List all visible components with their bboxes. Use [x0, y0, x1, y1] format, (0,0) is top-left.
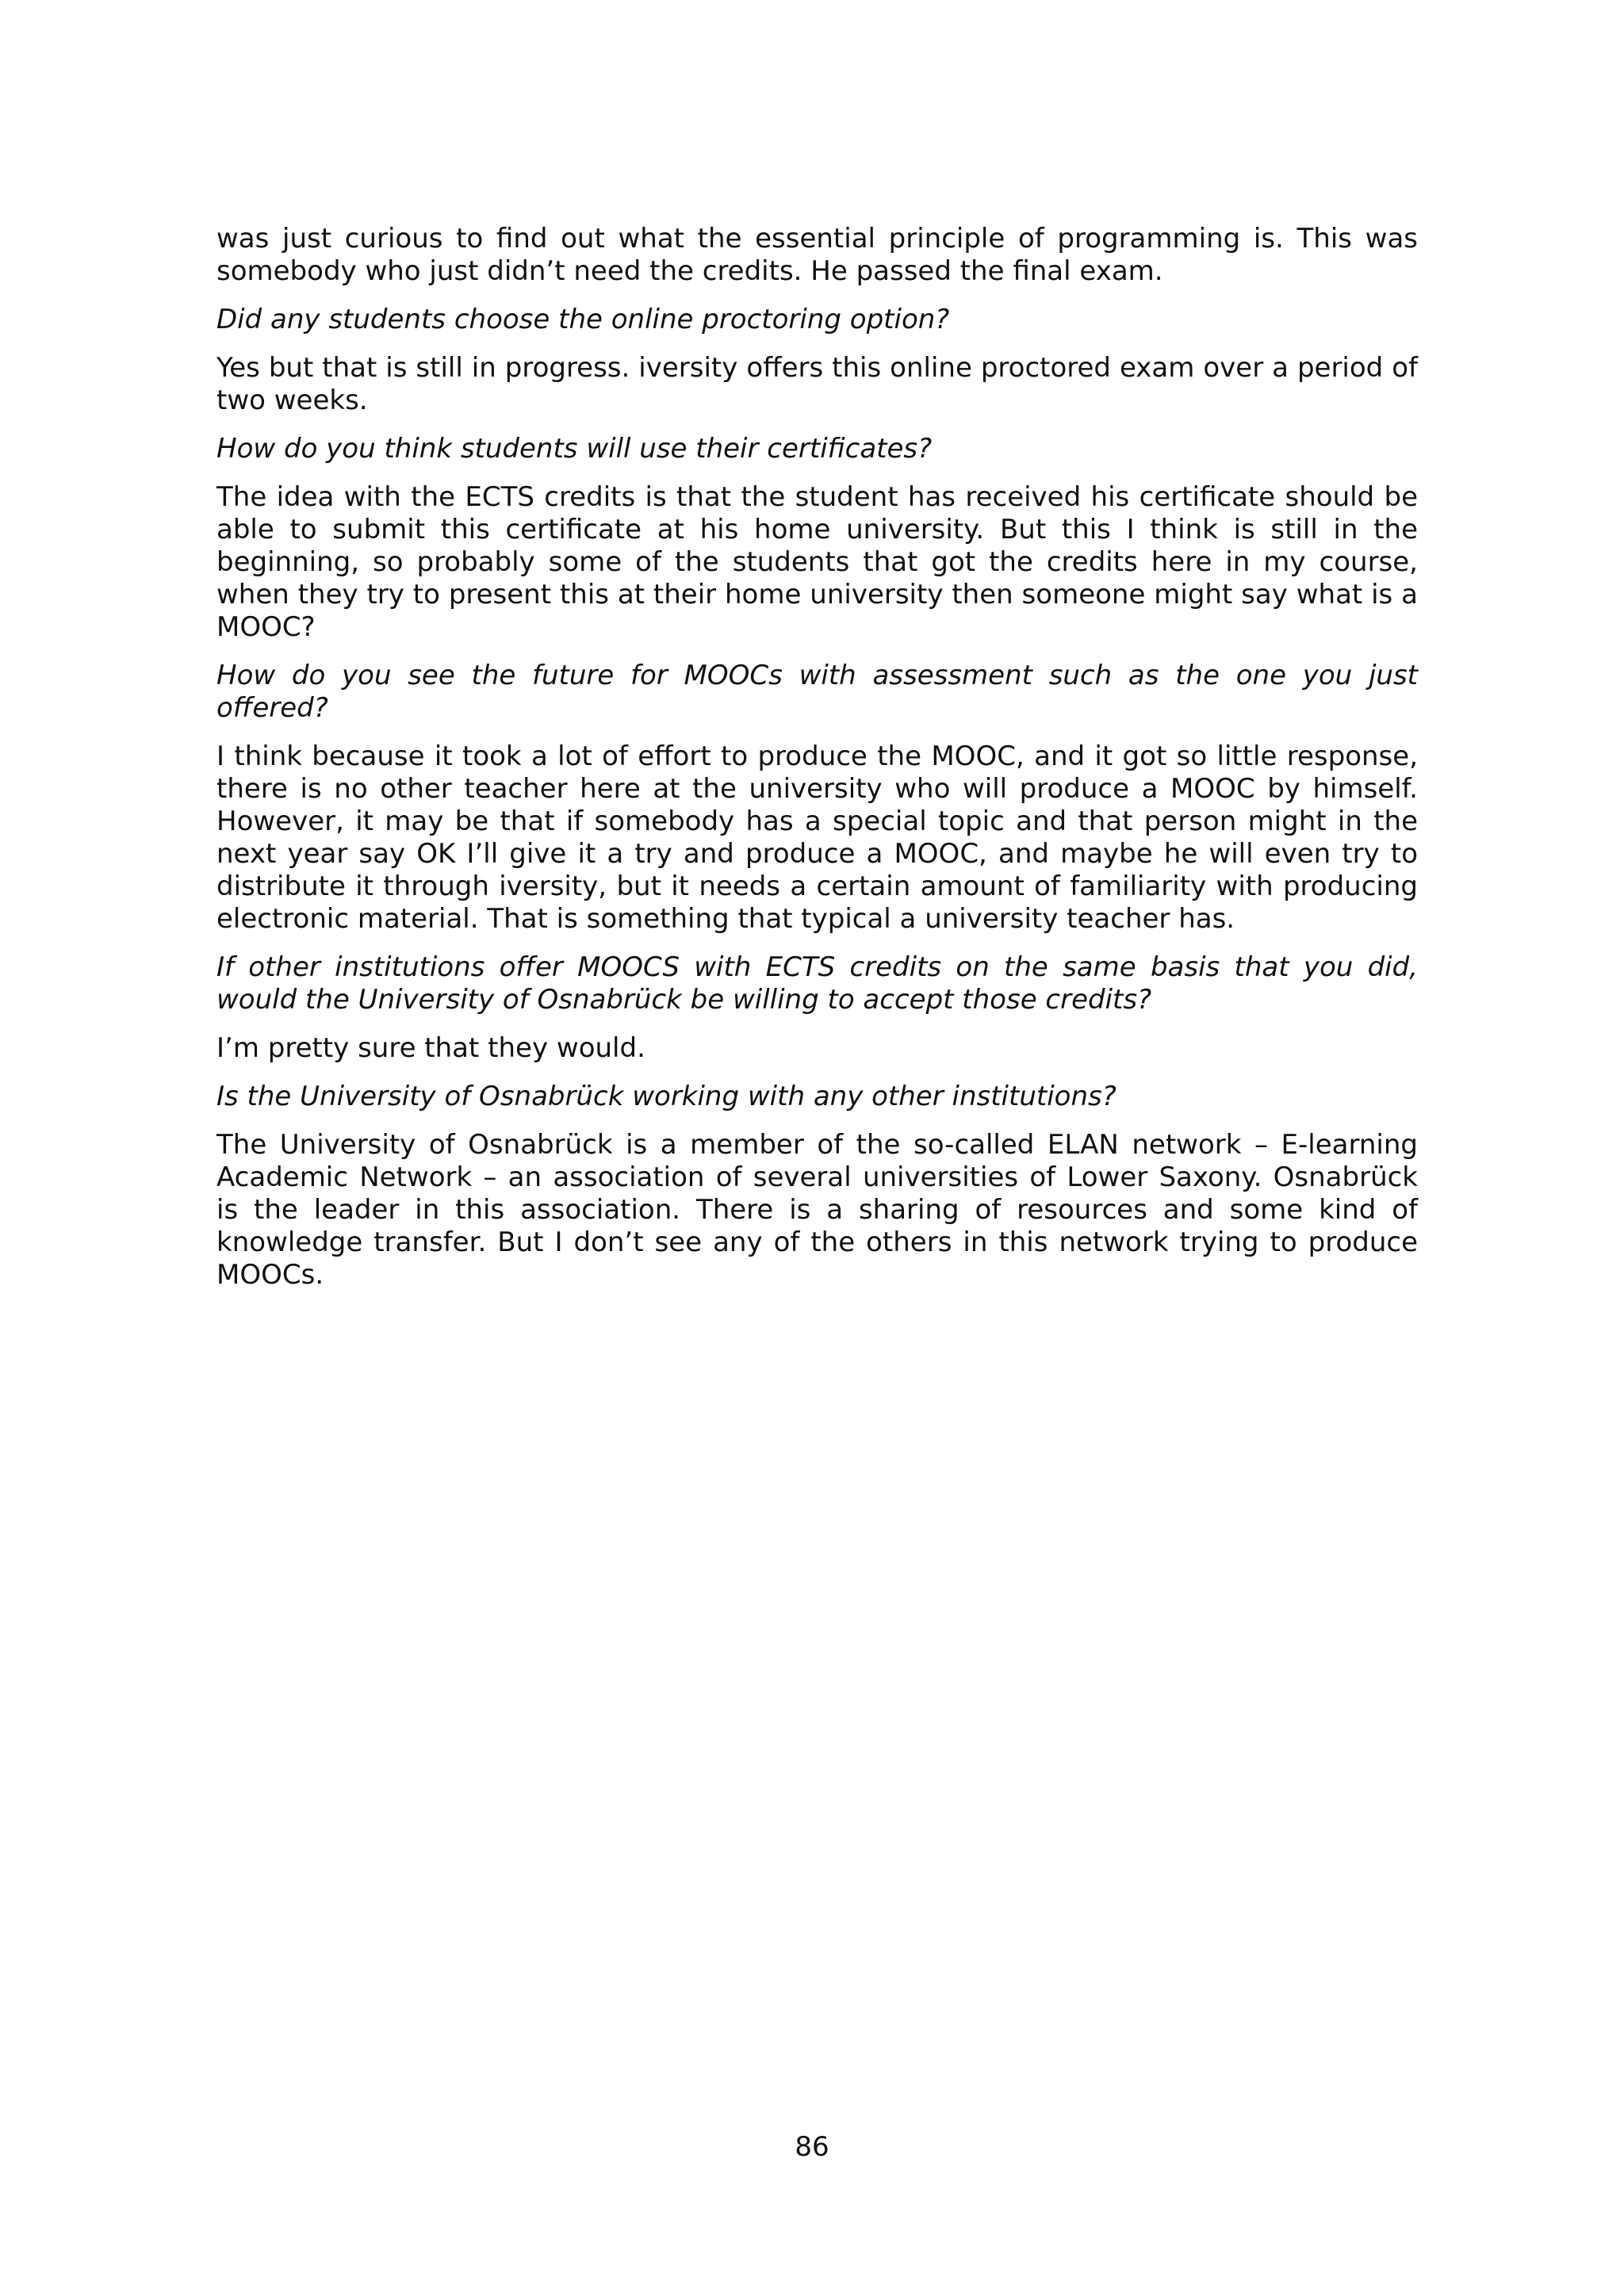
answer-paragraph: was just curious to find out what the essential principle of programming is. This was somebody who just didn’t need the credits. He passed the final exam.	[216, 223, 1418, 287]
question-paragraph: How do you think students will use their certificates?	[216, 433, 933, 465]
answer-paragraph: I think because it took a lot of effort to produce the MOOC, and it got so little response, there is no other teacher here at the university who will produce a MOOC by himself. However, it may be that if somebody has a special topic and that person might in the next year say OK I’ll give it a try and produce a MOOC, and maybe he will even try to distribute it through iversity, but it needs a certain amount of familiarity with producing electronic material. That is something that typical a university teacher has.	[216, 740, 1418, 935]
question-paragraph: Did any students choose the online proctoring option?	[216, 304, 950, 335]
question-paragraph: Is the University of Osnabrück working with any other institutions?	[216, 1081, 1116, 1112]
answer-paragraph: The idea with the ECTS credits is that the student has received his certificate should be able to submit this certificate at his home university. But this I think is still in the beginning, so probably some of the students that got the credits here in my course, when they try to present this at their home university then someone might say what is a MOOC?	[216, 481, 1418, 643]
answer-paragraph: I’m pretty sure that they would.	[216, 1032, 645, 1064]
answer-paragraph: The University of Osnabrück is a member of the so-called ELAN network – E-learning Academic Network – an association of several universities of Lower Saxony. Osnabrück is the leader in this association. There is a sharing of resources and some kind of knowledge transfer. But I don’t see any of the others in this network trying to produce MOOCs.	[216, 1129, 1418, 1291]
page-number: 86	[795, 2131, 829, 2163]
answer-paragraph: Yes but that is still in progress. iversity offers this online proctored exam over a period of two weeks.	[216, 352, 1418, 416]
page-body	[216, 223, 1418, 1307]
question-paragraph: How do you see the future for MOOCs with assessment such as the one you just offered?	[216, 660, 1418, 724]
question-paragraph: If other institutions offer MOOCS with ECTS credits on the same basis that you did, would the University of Osnabrück be willing to accept those credits?	[216, 951, 1418, 1016]
